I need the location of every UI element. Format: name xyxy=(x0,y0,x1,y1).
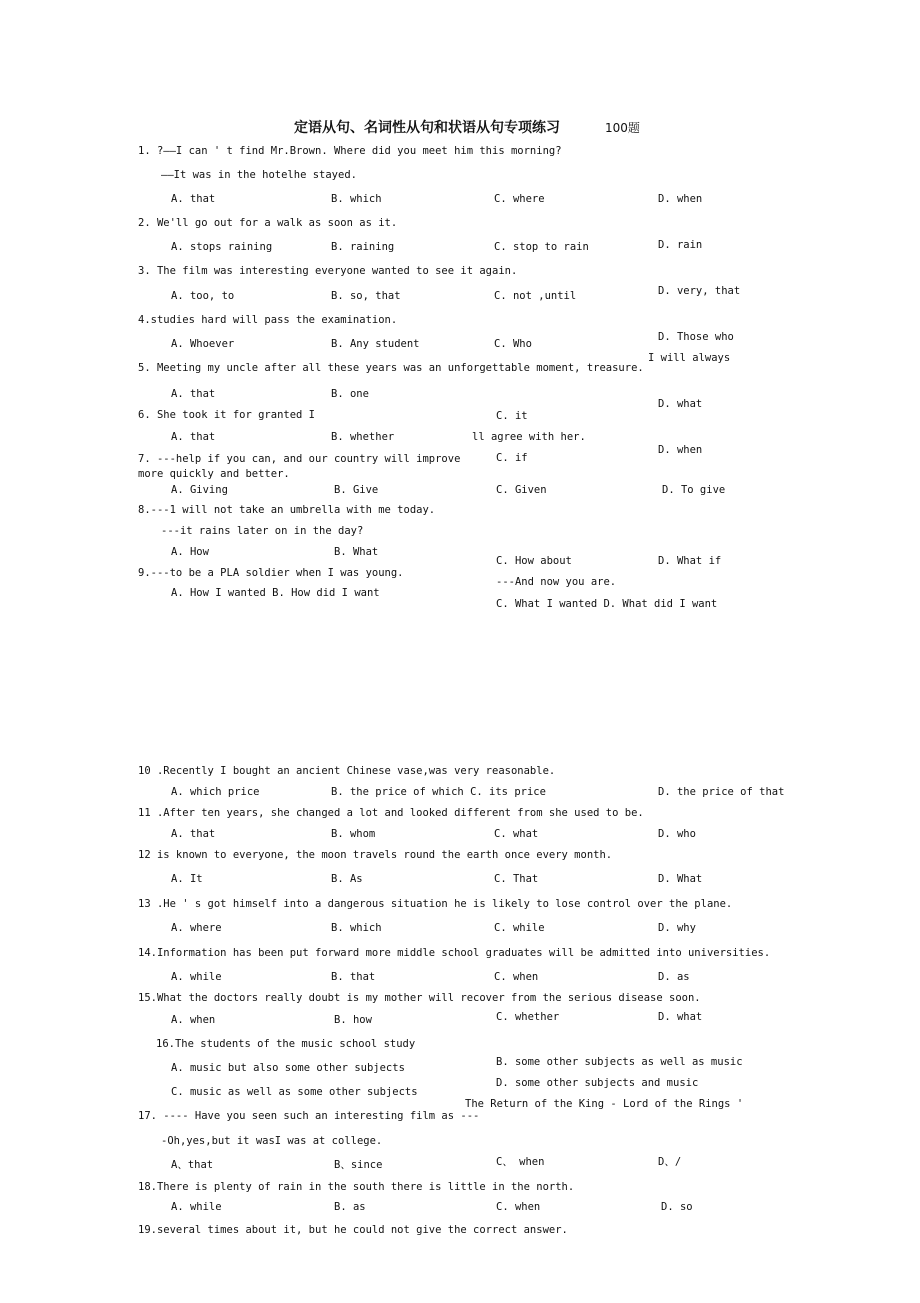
text-line: B. some other subjects as well as music xyxy=(496,1056,743,1068)
text-line: C. while xyxy=(494,922,545,934)
text-line: 8.---1 will not take an umbrella with me today. xyxy=(138,504,436,516)
text-line: more quickly and better. xyxy=(138,468,290,480)
text-line: B. the price of which C. its price xyxy=(331,786,546,798)
text-line: C. when xyxy=(494,971,539,983)
text-line: D. when xyxy=(658,444,703,456)
text-line: 11 .After ten years, she changed a lot and looked different from she used to be. xyxy=(138,807,644,819)
text-line: A、that xyxy=(171,1159,214,1171)
text-line: D. why xyxy=(658,922,696,934)
text-line: D. What xyxy=(658,873,703,885)
text-line: A. How I wanted B. How did I want xyxy=(171,587,380,599)
text-line: 18.There is plenty of rain in the south there is little in the north. xyxy=(138,1181,575,1193)
text-line: A. How xyxy=(171,546,209,558)
text-line: A. where xyxy=(171,922,222,934)
text-line: C. it xyxy=(496,410,528,422)
text-line: B. As xyxy=(331,873,363,885)
text-line: 5. Meeting my uncle after all these years was an unforgettable moment, treasure. xyxy=(138,362,644,374)
text-line: A. Giving xyxy=(171,484,228,496)
text-line: D. what xyxy=(658,398,703,410)
text-line: 9.---to be a PLA soldier when I was young. xyxy=(138,567,404,579)
text-line: C. That xyxy=(494,873,539,885)
text-line: 13 .He ' s got himself into a dangerous situation he is likely to lose control over the plane. xyxy=(138,898,733,910)
text-line: B. one xyxy=(331,388,369,400)
text-line: C. when xyxy=(496,1201,541,1213)
text-line: A. stops raining xyxy=(171,241,273,253)
text-line: A. too, to xyxy=(171,290,235,302)
text-line: C. what xyxy=(494,828,539,840)
text-line: 3. The film was interesting everyone wanted to see it again. xyxy=(138,265,518,277)
text-line: C. Who xyxy=(494,338,532,350)
text-line: B. Any student xyxy=(331,338,420,350)
text-line: C. stop to rain xyxy=(494,241,589,253)
text-line: A. music but also some other subjects xyxy=(171,1062,405,1074)
text-line: B. whom xyxy=(331,828,376,840)
text-line: D. rain xyxy=(658,239,703,251)
page-title-count: 100题 xyxy=(605,121,640,135)
text-line: A. that xyxy=(171,828,216,840)
text-line: A. that xyxy=(171,431,216,443)
text-line: D、/ xyxy=(658,1156,682,1168)
text-line: C. What I wanted D. What did I want xyxy=(496,598,718,610)
text-line: D. so xyxy=(661,1201,693,1213)
text-line: B. raining xyxy=(331,241,395,253)
text-line: B. What xyxy=(334,546,379,558)
text-line: 6. She took it for granted I xyxy=(138,409,316,421)
text-line: D. Those who xyxy=(658,331,734,343)
text-line: A. which price xyxy=(171,786,260,798)
text-line: D. what xyxy=(658,1011,703,1023)
text-line: B. which xyxy=(331,193,382,205)
text-line: ll agree with her. xyxy=(472,431,586,443)
text-line: C. How about xyxy=(496,555,572,567)
text-line: 14.Information has been put forward more middle school graduates will be admitted into universities. xyxy=(138,947,771,959)
text-line: D. What if xyxy=(658,555,722,567)
text-line: B. so, that xyxy=(331,290,401,302)
text-line: A. Whoever xyxy=(171,338,235,350)
text-line: 17. ---- Have you seen such an interesting film as --- xyxy=(138,1110,480,1122)
text-line: D. the price of that xyxy=(658,786,785,798)
text-line: The Return of the King - Lord of the Rings ' xyxy=(465,1098,744,1110)
text-line: A. It xyxy=(171,873,203,885)
text-line: 7. ---help if you can, and our country will improve xyxy=(138,453,461,465)
text-line: D. very, that xyxy=(658,285,741,297)
text-line: 15.What the doctors really doubt is my mother will recover from the serious disease soon. xyxy=(138,992,701,1004)
text-line: 12 is known to everyone, the moon travels round the earth once every month. xyxy=(138,849,613,861)
text-line: C. where xyxy=(494,193,545,205)
text-line: 2. We'll go out for a walk as soon as it. xyxy=(138,217,398,229)
text-line: C. Given xyxy=(496,484,547,496)
text-line: B. how xyxy=(334,1014,372,1026)
text-line: A. that xyxy=(171,193,216,205)
text-line: ——It was in the hotelhe stayed. xyxy=(161,169,357,181)
text-line: D. when xyxy=(658,193,703,205)
text-line: B. that xyxy=(331,971,376,983)
text-line: D. as xyxy=(658,971,690,983)
text-line: A. while xyxy=(171,1201,222,1213)
text-line: 4.studies hard will pass the examination. xyxy=(138,314,398,326)
text-line: 19.several times about it, but he could not give the correct answer. xyxy=(138,1224,568,1236)
text-line: B. Give xyxy=(334,484,379,496)
text-line: A. when xyxy=(171,1014,216,1026)
text-line: D. who xyxy=(658,828,696,840)
text-line: D. some other subjects and music xyxy=(496,1077,699,1089)
text-line: C. music as well as some other subjects xyxy=(171,1086,418,1098)
text-line: A. that xyxy=(171,388,216,400)
text-line: A. while xyxy=(171,971,222,983)
text-line: C、 when xyxy=(496,1156,545,1168)
text-line: ---And now you are. xyxy=(496,576,617,588)
text-line: C. not ,until xyxy=(494,290,577,302)
text-line: 1. ?——I can ' t find Mr.Brown. Where did you meet him this morning? xyxy=(138,145,562,157)
text-line: D. To give xyxy=(662,484,726,496)
text-line: I will always xyxy=(648,352,731,364)
text-line: ---it rains later on in the day? xyxy=(161,525,364,537)
text-line: B. which xyxy=(331,922,382,934)
text-line: B. as xyxy=(334,1201,366,1213)
text-line: C. if xyxy=(496,452,528,464)
page-title: 定语从句、名词性从句和状语从句专项练习 xyxy=(294,120,560,136)
text-line: 16.The students of the music school study xyxy=(156,1038,416,1050)
text-line: B、since xyxy=(334,1159,383,1171)
text-line: B. whether xyxy=(331,431,395,443)
text-line: C. whether xyxy=(496,1011,560,1023)
text-line: -Oh,yes,but it wasI was at college. xyxy=(161,1135,383,1147)
text-line: 10 .Recently I bought an ancient Chinese vase,was very reasonable. xyxy=(138,765,556,777)
